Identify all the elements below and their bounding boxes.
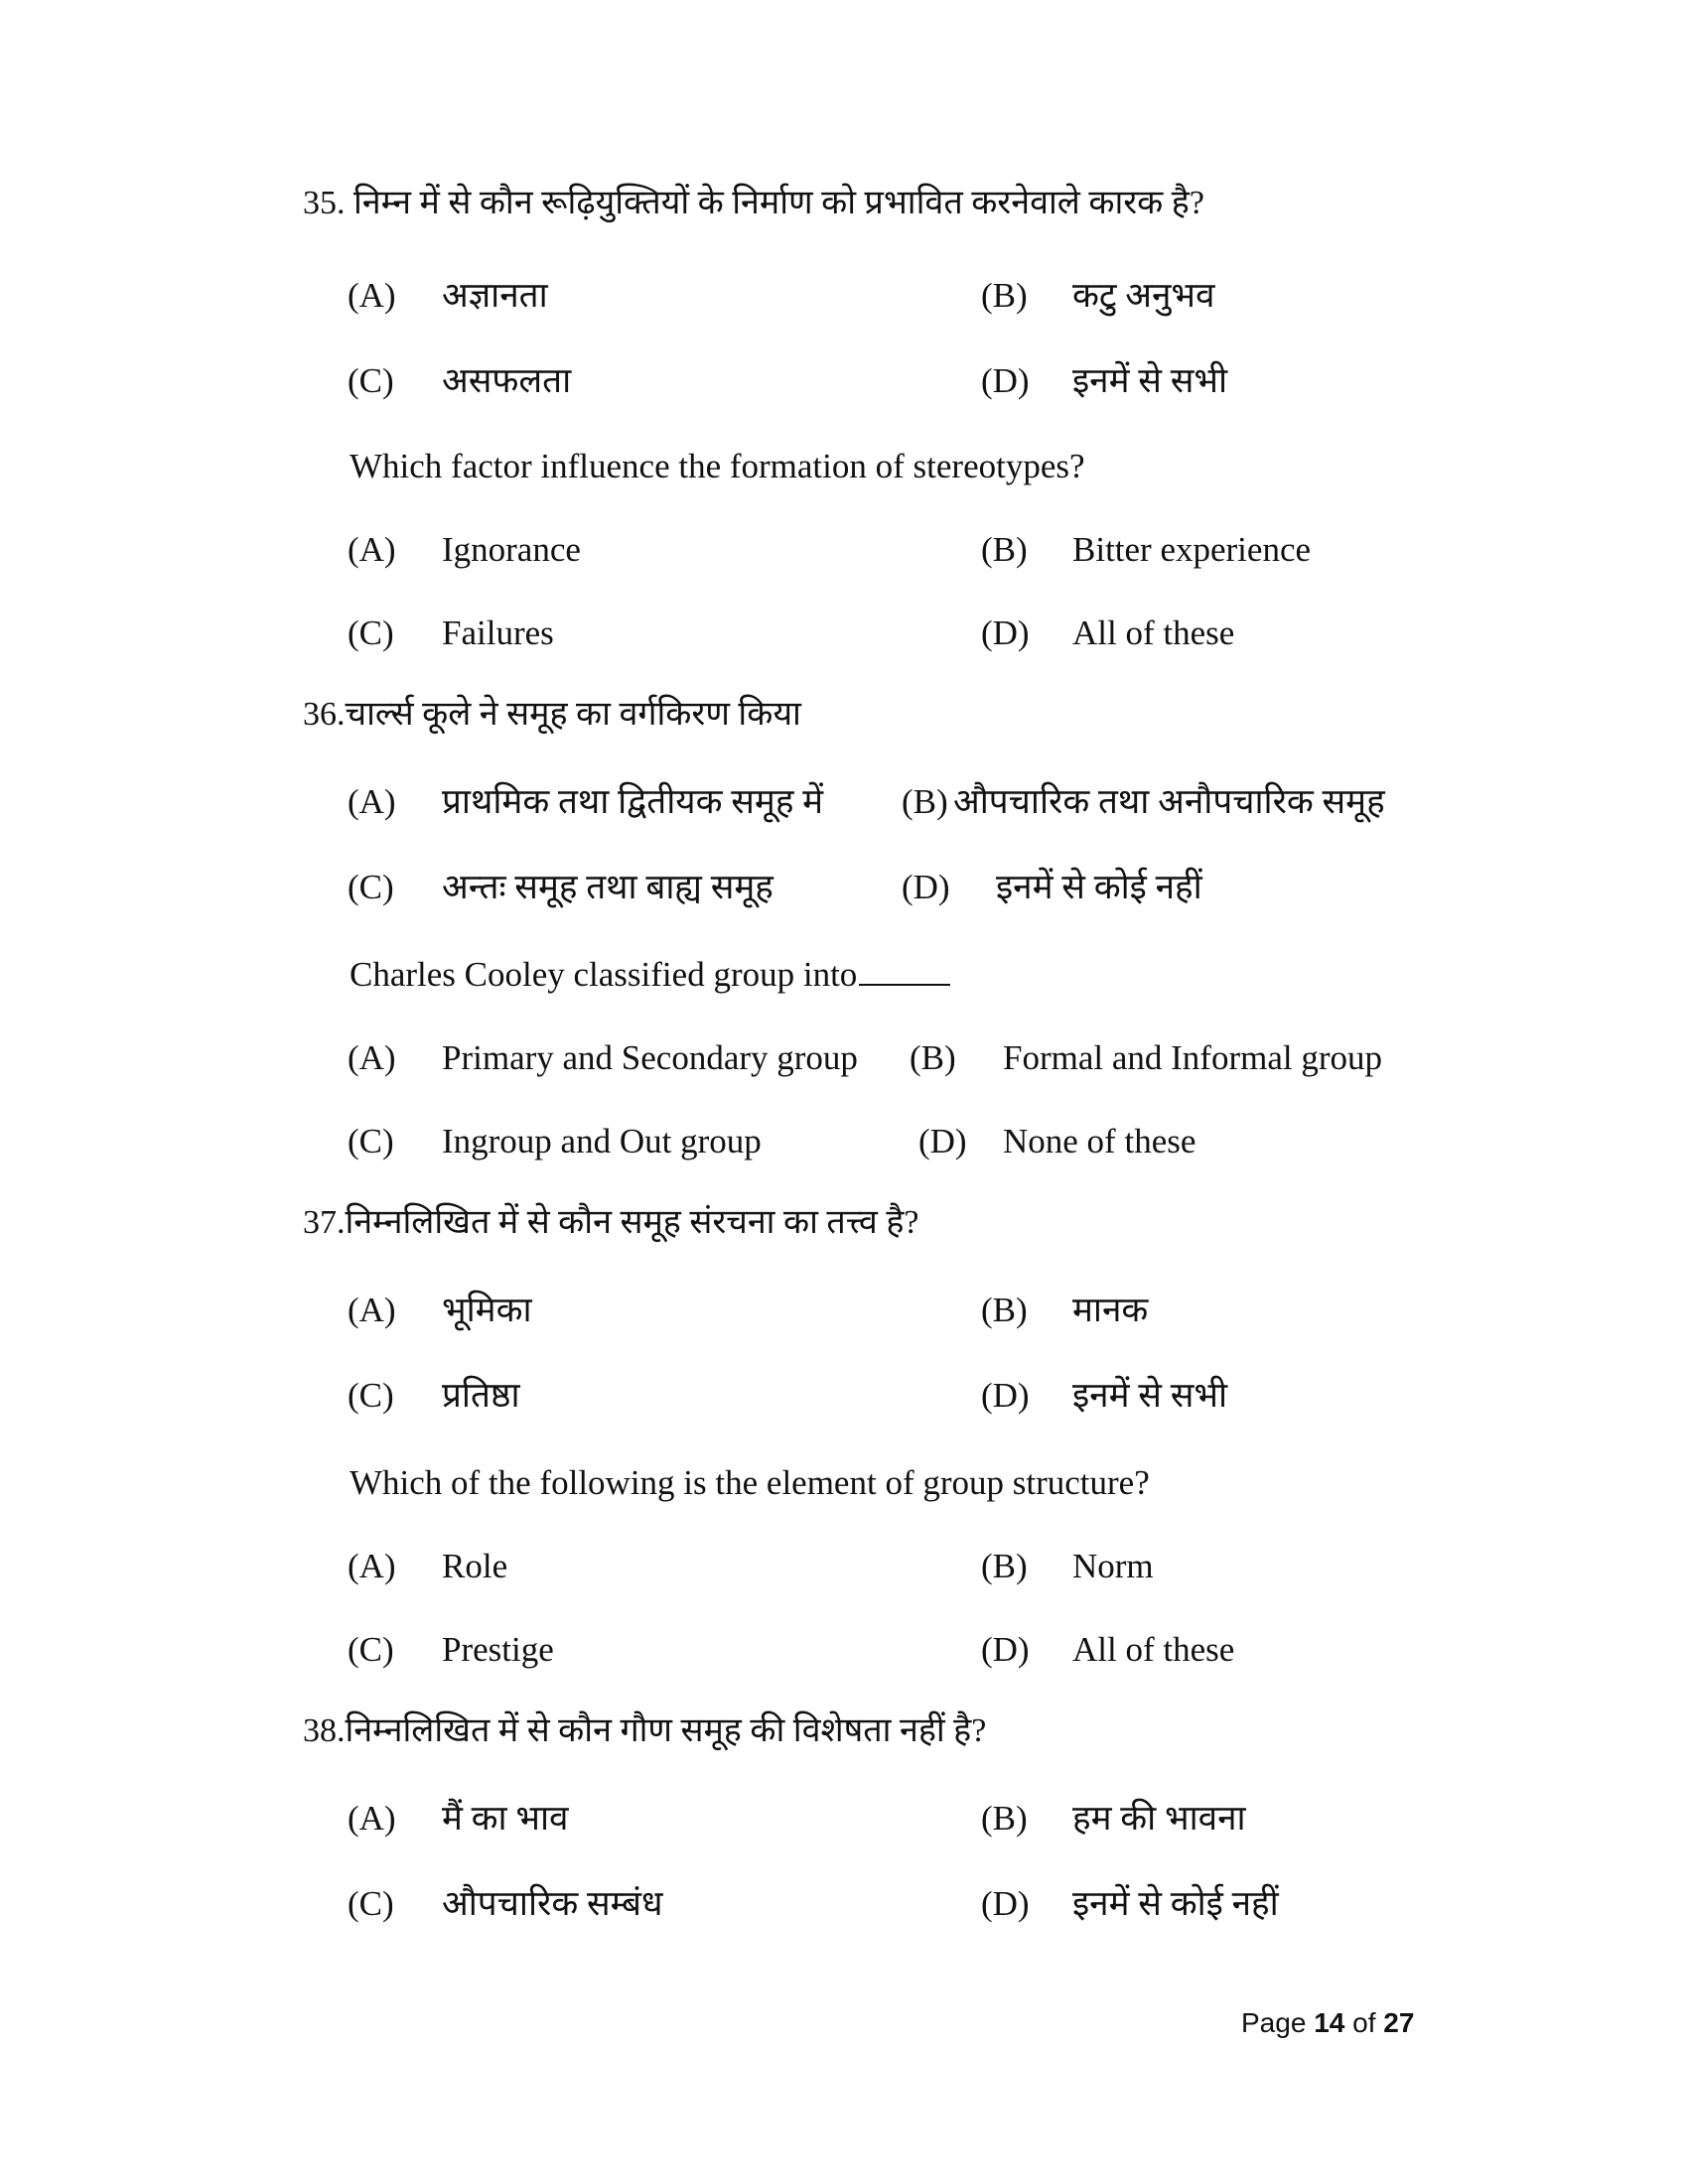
- option-text: Primary and Secondary group: [442, 1038, 858, 1077]
- question-36-english: [350, 953, 950, 997]
- option-label: (B): [902, 782, 948, 821]
- question-number: 36.: [303, 696, 346, 733]
- option-text: All of these: [1072, 614, 1235, 652]
- question-text: Charles Cooley classified group into: [350, 955, 858, 994]
- option-label: (A): [348, 1799, 396, 1838]
- option-text: अज्ञानता: [442, 276, 548, 315]
- option-text: None of these: [1003, 1122, 1196, 1160]
- option-text: अन्तः समूह तथा बाह्य समूह: [442, 868, 774, 906]
- option-text: Role: [442, 1547, 508, 1585]
- answer-blank: [859, 954, 950, 986]
- of-word: of: [1352, 2007, 1376, 2038]
- option-label: (B): [981, 1799, 1028, 1838]
- option-text: इनमें से कोई नहीं: [1072, 1884, 1279, 1923]
- option-text: मानक: [1072, 1291, 1149, 1329]
- option-text: प्राथमिक तथा द्वितीयक समूह में: [442, 782, 824, 821]
- question-number: 38.: [303, 1712, 346, 1749]
- option-label: (B): [981, 530, 1028, 569]
- option-label: (C): [348, 1884, 394, 1923]
- option-label: (B): [981, 1547, 1028, 1585]
- option-text: Formal and Informal group: [1003, 1038, 1382, 1077]
- option-label: (C): [348, 1630, 394, 1669]
- option-label: (D): [902, 868, 950, 906]
- page-word: Page: [1241, 2007, 1307, 2038]
- total-pages: 27: [1383, 2007, 1415, 2038]
- current-page: 14: [1314, 2007, 1345, 2038]
- question-37-english: Which of the following is the element of group structure?: [350, 1463, 1150, 1502]
- option-label: (D): [918, 1122, 967, 1160]
- option-label: (C): [348, 1376, 394, 1415]
- option-text: इनमें से सभी: [1072, 361, 1228, 400]
- question-text: निम्न में से कौन रूढ़ियुक्तियों के निर्माण को प्रभावित करनेवाले कारक है?: [353, 185, 1204, 221]
- option-text: भूमिका: [442, 1291, 532, 1329]
- option-label: (D): [981, 1376, 1030, 1415]
- question-text: चार्ल्स कूले ने समूह का वर्गकिरण किया: [345, 696, 801, 733]
- option-text: Ignorance: [442, 530, 581, 569]
- option-text: Prestige: [442, 1630, 554, 1669]
- option-text: औपचारिक सम्बंध: [442, 1884, 663, 1923]
- option-text: मैं का भाव: [442, 1799, 569, 1838]
- option-label: (B): [910, 1038, 956, 1077]
- question-number: 35.: [303, 185, 346, 221]
- question-text: निम्नलिखित में से कौन गौण समूह की विशेषता नहीं है?: [345, 1712, 987, 1749]
- option-label: (A): [348, 1291, 396, 1329]
- option-text: इनमें से सभी: [1072, 1376, 1228, 1415]
- question-text: निम्नलिखित में से कौन समूह संरचना का तत्त्व है?: [345, 1204, 919, 1241]
- option-text: Failures: [442, 614, 554, 652]
- option-text: इनमें से कोई नहीं: [996, 868, 1202, 906]
- option-label: (C): [348, 614, 394, 652]
- option-label: (C): [348, 1122, 394, 1160]
- option-label: (D): [981, 614, 1030, 652]
- option-text: Bitter experience: [1072, 530, 1312, 569]
- option-label: (A): [348, 1547, 396, 1585]
- option-text: असफलता: [442, 361, 572, 400]
- option-text: कटु अनुभव: [1072, 276, 1215, 315]
- option-label: (D): [981, 1884, 1030, 1923]
- option-label: (A): [348, 1038, 396, 1077]
- option-label: (C): [348, 361, 394, 400]
- option-label: (D): [981, 1630, 1030, 1669]
- option-label: (A): [348, 782, 396, 821]
- option-text: All of these: [1072, 1630, 1235, 1669]
- question-35-hindi: [303, 182, 1204, 225]
- page-number-footer: [1241, 2005, 1414, 2041]
- option-label: (B): [981, 276, 1028, 315]
- question-38-hindi: [303, 1709, 986, 1753]
- option-text: प्रतिष्ठा: [442, 1376, 520, 1415]
- option-label: (D): [981, 361, 1030, 400]
- question-35-english: Which factor influence the formation of stereotypes?: [350, 447, 1085, 485]
- option-label: (C): [348, 868, 394, 906]
- question-number: 37.: [303, 1204, 346, 1241]
- option-text: औपचारिक तथा अनौपचारिक समूह: [953, 782, 1385, 821]
- option-label: (A): [348, 530, 396, 569]
- option-label: (B): [981, 1291, 1028, 1329]
- option-text: Ingroup and Out group: [442, 1122, 762, 1160]
- option-text: हम की भावना: [1072, 1799, 1246, 1838]
- option-text: Norm: [1072, 1547, 1154, 1585]
- question-36-hindi: [303, 693, 801, 737]
- option-label: (A): [348, 276, 396, 315]
- question-37-hindi: [303, 1201, 918, 1245]
